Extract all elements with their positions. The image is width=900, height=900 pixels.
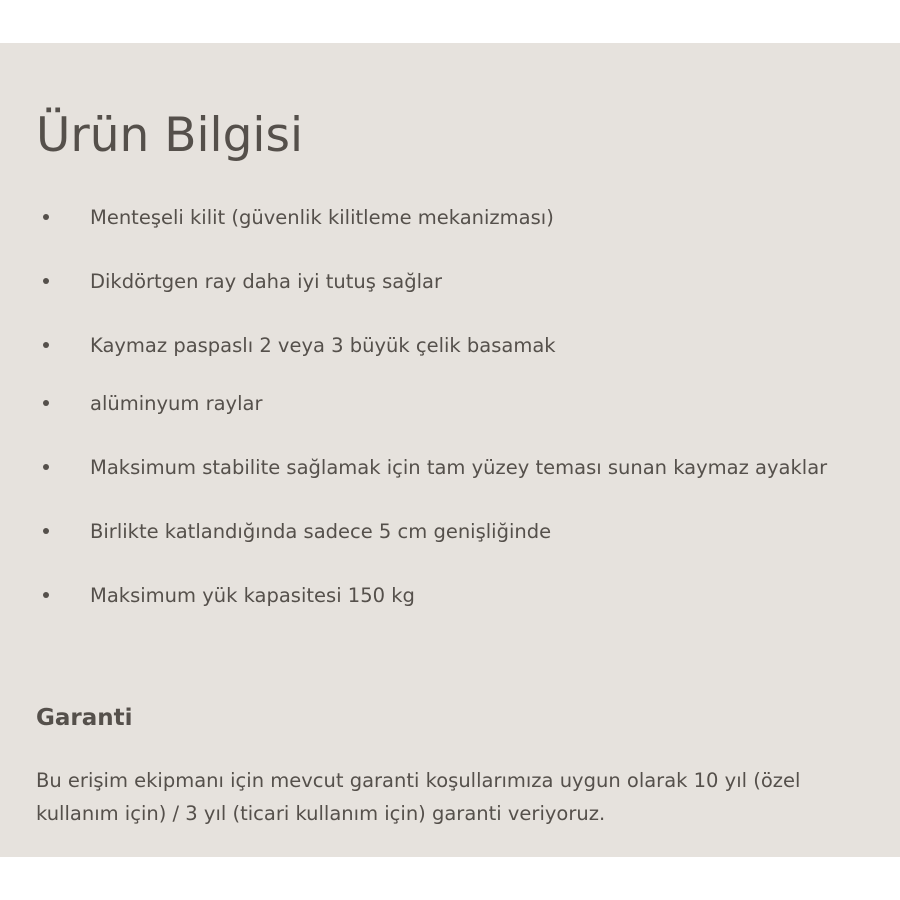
bullet-icon [43,278,49,284]
bullet-icon [43,214,49,220]
feature-text: Birlikte katlandığında sadece 5 cm genişliğinde [90,520,552,543]
feature-text: Menteşeli kilit (güvenlik kilitleme mekanizması) [90,206,554,229]
warranty-heading: Garanti [36,705,133,731]
list-item [0,517,900,547]
list-item [0,389,900,419]
bullet-icon [43,464,49,470]
list-item [0,331,900,361]
bullet-icon [43,342,49,348]
bullet-icon [43,528,49,534]
bullet-icon [43,400,49,406]
list-item [0,203,900,233]
feature-text: alüminyum raylar [90,392,263,415]
feature-text: Dikdörtgen ray daha iyi tutuş sağlar [90,270,442,293]
list-item [0,267,900,297]
list-item [0,453,900,483]
warranty-text: Bu erişim ekipmanı için mevcut garanti koşullarımıza uygun olarak 10 yıl (özel kullanım için) / 3 yıl (ticari kullanım için) garanti veriyoruz. [36,769,801,825]
feature-text: Maksimum yük kapasitesi 150 kg [90,584,415,607]
bullet-icon [43,592,49,598]
page-title: Ürün Bilgisi [36,108,304,163]
list-item [0,581,900,611]
product-info-panel [0,43,900,857]
feature-text: Kaymaz paspaslı 2 veya 3 büyük çelik basamak [90,334,556,357]
feature-text: Maksimum stabilite sağlamak için tam yüzey teması sunan kaymaz ayaklar [90,456,828,479]
